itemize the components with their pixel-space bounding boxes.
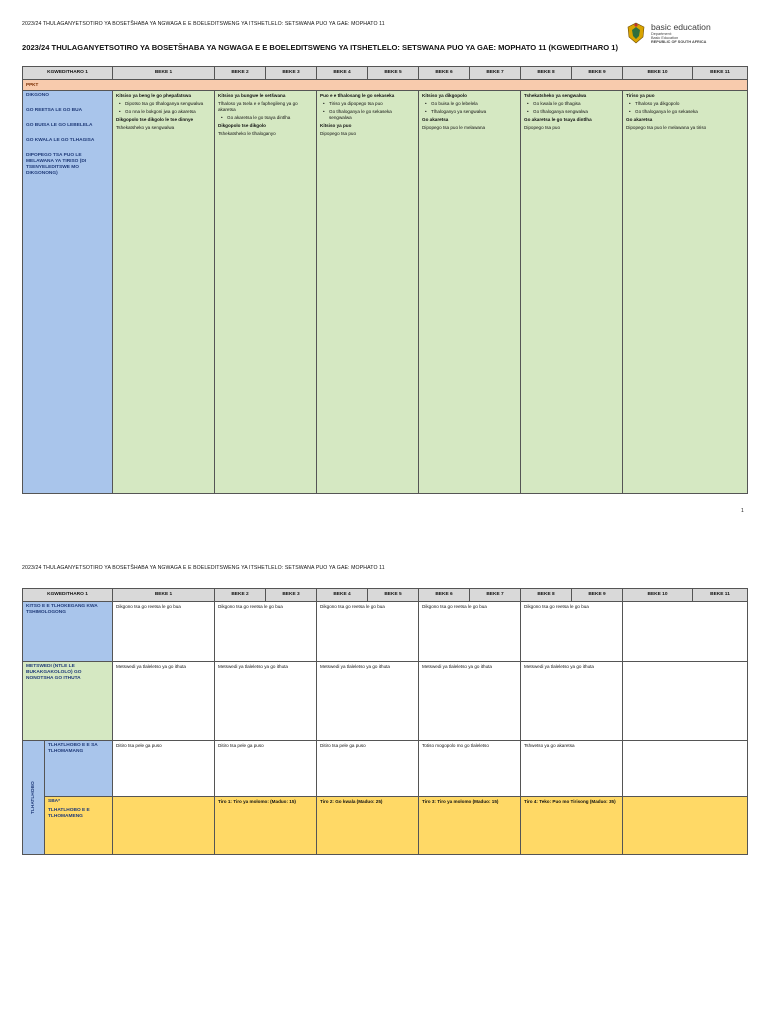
sba-task-4: Tiro 4: Teko: Puo mo Tirisong (Maduo: 35): [521, 797, 623, 855]
page-2: [0, 553, 768, 1024]
col-beke-6: BEKE 6: [419, 67, 470, 80]
col-beke-3: BEKE 3: [266, 67, 317, 80]
week-10-11-content: Tiriso ya puo • Tlhaloso ya dikgopolo • Go tlhaloganya le go sekaseka Go akaretsa Dipopego tsa puo le melawana ya tiriso: [623, 91, 748, 494]
informal-w89: Tshwetso ya go akaretsa: [521, 741, 623, 797]
col-beke-10: BEKE 10: [623, 67, 693, 80]
running-title-2: 2023/24 THULAGANYETSOTIRO YA BOSETŠHABA YA NGWAGA E E BOELEDITSWENG YA ITSHETLELO: SETSWANA PUO YA GAE: MOPHATO 11: [22, 565, 385, 571]
prior-knowledge-w89: Dikgono tsa go reetsa le go bua: [521, 602, 623, 662]
week-4-5-content: Puo e e tlhalosang le go sekaseka • Tiriso ya dipopego tsa puo • Go tlhaloganya le go sekaseka sengwalwa Kitsiso ya puo Dipopego tsa puo: [317, 91, 419, 494]
skills-labels: DIKGONO GO REETSA LE GO BUA GO BUISA LE GO LEBELELA GO KWALA LE GO TLHAGISA DIPOPEGO TSA PUO LE MELAWANA YA TIRISO (DI TSENYELEDITSWE MO DIKGONONG): [23, 91, 113, 494]
col-beke-11-p2: BEKE 11: [693, 589, 748, 602]
informal-assessment-row: [23, 741, 748, 797]
informal-w45: Ditiro tsa pele ga puso: [317, 741, 419, 797]
logo-name: basic education: [651, 22, 711, 32]
running-title: 2023/24 THULAGANYETSOTIRO YA BOSETŠHABA YA NGWAGA E E BOELEDITSWENG YA ITSHETLELO: SETSWANA PUO YA GAE: MOPHATO 11: [22, 21, 385, 27]
section-label: PPKT: [23, 80, 748, 91]
col-kgwedtharo-2: KGWEDITHARO 1: [23, 589, 113, 602]
prior-knowledge-w67: Dikgono tsa go reetsa le go bua: [419, 602, 521, 662]
informal-assessment-label: TLHATLHOBO E E SA TLHOMAMANG: [45, 741, 113, 797]
col-beke-8-p2: BEKE 8: [521, 589, 572, 602]
col-beke-7-p2: BEKE 7: [470, 589, 521, 602]
informal-w1: Ditiro tsa pele ga puso: [113, 741, 215, 797]
section-row: [23, 80, 748, 91]
table-header-row-2: [23, 589, 748, 602]
col-beke-10-p2: BEKE 10: [623, 589, 693, 602]
col-beke-2: BEKE 2: [215, 67, 266, 80]
week-1-content: Kitsiso ya beng le go phepafatswa • Dipotso tsa go tlhaloganya sengwalwa • Go nna le bokgoni jwa go akaretsa Dikgopolo tse dikgolo le tse dinnye Tshekatsheko ya sengwalwa: [113, 91, 215, 494]
week-6-7-content: Kitsiso ya dikgopolo • Go buisa le go lebelela • Tlhaloganyo ya sengwalwa Go akaretsa Dipopego tsa puo le melawana: [419, 91, 521, 494]
col-beke-11: BEKE 11: [693, 67, 748, 80]
col-beke-5-p2: BEKE 5: [368, 589, 419, 602]
resources-w23: Metswedi ya tlaleletso ya go ithuta: [215, 662, 317, 741]
resources-w89: Metswedi ya tlaleletso ya go ithuta: [521, 662, 623, 741]
col-beke-1-p2: BEKE 1: [113, 589, 215, 602]
prior-knowledge-w45: Dikgono tsa go reetsa le go bua: [317, 602, 419, 662]
informal-w67: Totiso mogopolo mo go tlaleletso: [419, 741, 521, 797]
prior-knowledge-row: [23, 602, 748, 662]
resources-label: METSWEDI (NTLE LE BUKAKGAKOLOLO) GO NONOTSHA GO ITHUTA: [23, 662, 113, 741]
resources-w67: Metswedi ya tlaleletso ya go ithuta: [419, 662, 521, 741]
coat-of-arms-icon: [625, 21, 647, 45]
sba-w1011: [623, 797, 748, 855]
col-beke-1: BEKE 1: [113, 67, 215, 80]
resources-row: [23, 662, 748, 741]
formal-assessment-row: [23, 797, 748, 855]
week-2-3-content: Kitsiso ya bungwe le setšwana Tlhaloso ya tsela e e faphegileng ya go akaretsa • Go akaretsa le go tsaya dintlha Dikgopolo tse dikgolo Tshekatsheko le tlhaloganyo: [215, 91, 317, 494]
content-row: [23, 91, 748, 494]
resources-w1011: [623, 662, 748, 741]
prior-knowledge-w23: Dikgono tsa go reetsa le go bua: [215, 602, 317, 662]
assessment-vertical-label: TLHATLHOBO: [23, 741, 45, 855]
col-beke-9: BEKE 9: [572, 67, 623, 80]
sba-w1: [113, 797, 215, 855]
informal-w1011: [623, 741, 748, 797]
prior-knowledge-label: KITSO E E TLHOKEGANG KWA TSHIMOLOGONG: [23, 602, 113, 662]
col-beke-9-p2: BEKE 9: [572, 589, 623, 602]
col-beke-4-p2: BEKE 4: [317, 589, 368, 602]
col-kgwedtharo: KGWEDITHARO 1: [23, 67, 113, 80]
page-title: 2023/24 THULAGANYETSOTIRO YA BOSETŠHABA YA NGWAGA E E BOELEDITSWENG YA ITSHETLELO: SETSWANA PUO YA GAE: MOPHATO 11 (KGWEDITHARO 1): [22, 43, 619, 52]
col-beke-3-p2: BEKE 3: [266, 589, 317, 602]
prior-knowledge-w1: Dikgono tsa go reetsa le go bua: [113, 602, 215, 662]
dbe-logo: [625, 21, 755, 45]
col-beke-6-p2: BEKE 6: [419, 589, 470, 602]
informal-w23: Ditiro tsa pele ga puso: [215, 741, 317, 797]
plan-table-term1: [22, 66, 748, 494]
col-beke-8: BEKE 8: [521, 67, 572, 80]
resources-w45: Metswedi ya tlaleletso ya go ithuta: [317, 662, 419, 741]
col-beke-4: BEKE 4: [317, 67, 368, 80]
week-8-9-content: Tshekatsheko ya sengwalwa • Go kwala le go tlhagisa • Go tlhaloganya sengwalwa Go akaretsa le go tsaya dintlha Dipopego tsa puo: [521, 91, 623, 494]
col-beke-7: BEKE 7: [470, 67, 521, 80]
table-header-row: [23, 67, 748, 80]
formal-assessment-label: SBA* TLHATLHOBO E E TLHOMAMENG: [45, 797, 113, 855]
sba-task-1: Tiro 1: Tiro ya molomo: (Maduo: 15): [215, 797, 317, 855]
prior-knowledge-w1011: [623, 602, 748, 662]
logo-department: Department: Basic Education REPUBLIC OF SOUTH AFRICA: [651, 32, 707, 45]
page-number: 1: [741, 508, 744, 514]
resources-w1: Metswedi ya tlaleletso ya go ithuta: [113, 662, 215, 741]
col-beke-5: BEKE 5: [368, 67, 419, 80]
plan-table-assessment: [22, 588, 748, 855]
sba-task-3: Tiro 3: Tiro ya molomo (Maduo: 15): [419, 797, 521, 855]
sba-task-2: Tiro 2: Go kwala (Maduo: 25): [317, 797, 419, 855]
col-beke-2-p2: BEKE 2: [215, 589, 266, 602]
